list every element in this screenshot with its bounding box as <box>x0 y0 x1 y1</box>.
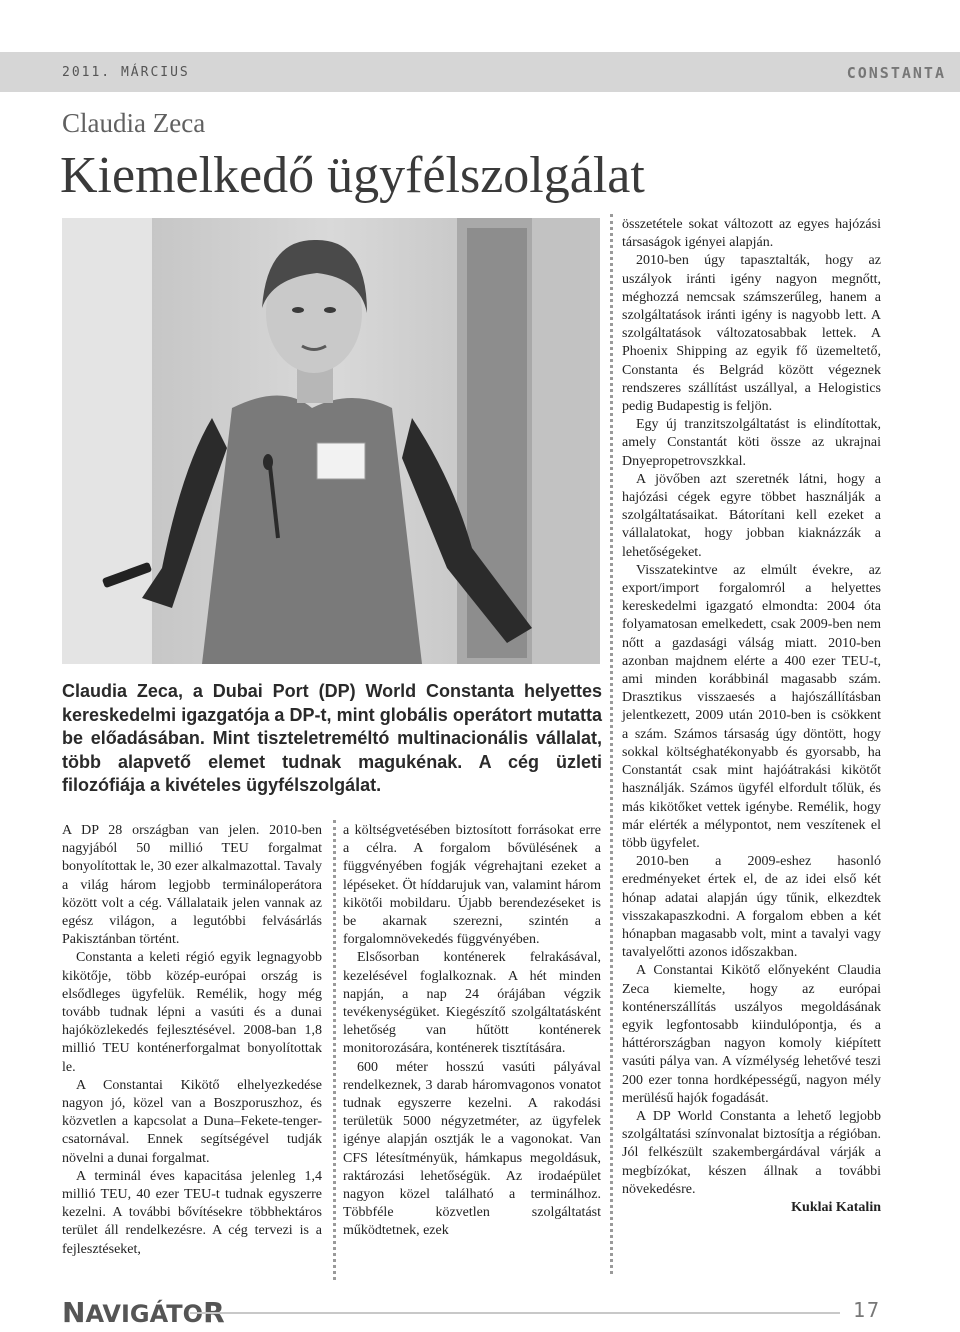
text-column-2 <box>343 822 601 1241</box>
issue-date: 2011. MÁRCIUS <box>62 65 190 80</box>
column-divider <box>610 214 613 1274</box>
header-bar <box>0 52 960 92</box>
speaker-illustration <box>62 218 600 664</box>
column-divider <box>333 820 336 1280</box>
footer-rule <box>190 1312 840 1314</box>
paragraph: A DP World Constanta a lehető legjobb szolgáltatási színvonalat biztosítja a régióban. Jól felkészült szakembergárdával várják a megbízókat, készen állnak a további növekedésre. <box>622 1108 881 1197</box>
section-brand: CONSTANTA <box>846 64 946 82</box>
paragraph: A jövőben azt szeretnék látni, hogy a hajózási cégek egyre többet használják a szolgáltatásaikat. Bátorítani kell ezeket a vállalatokat, hogy jobban kiaknázzák a lehetőségeket. <box>622 471 881 560</box>
article-author: Claudia Zeca <box>62 108 206 138</box>
paragraph: A Constantai Kikötő elhelyezkedése nagyon jó, közel van a Boszporuszhoz, és közvetlen a kapcsolat a Duna–Fekete-tenger-csatornával. Ennek segítségével tudják növelni a dunai forgalmat. <box>62 1077 322 1166</box>
paragraph: Elsősorban konténerek felrakásával, kezelésével foglalkoznak. A hét minden napján, a nap 24 órájában végzik tevékenységüket. Kiegészítő szolgáltatásként lehetőség van hűtött konténerek monitorozására, konténerek tisztítására. <box>343 950 601 1057</box>
article-signature: Kuklai Katalin <box>791 1199 881 1215</box>
paragraph: Visszatekintve az elmúlt évekre, az export/import forgalomról a helyettes kereskedelmi igazgató elmondta: 2004 óta folyamatosan emelkedett, csak 2009-ben nem nőtt a gazdasági válság miatt. 2010-ben azonban majdnem elérte a 400 ezer TEU-t, ami minden korábbinál magasabb szám. Drasztikus visszaesés a hajószállításban jelentkezett, 2009 után 2010-ben is csökkent a szám. Számos társaság úgy döntött, hogy sokkal költséghatékonyabb és gyorsabb, ha Constantát csak mint hajóátrakási kikötőt használják. Számos ügyfél elfordult tőlük, és más kikötőket vettek igénybe. Remélik, hogy már elérték a mélypontot, nem veszítenek el több ügyfelet. <box>622 562 881 851</box>
paragraph: A terminál éves kapacitása jelenleg 1,4 millió TEU, 40 ezer TEU-t tudnak egyszerre kezelni. A további bővítésekre többhektáros terület áll rendelkezésre. A cég tervezi is a fejlesztéseket, <box>62 1168 322 1257</box>
paragraph: a költségvetésében biztosított forrásokat erre a célra. A forgalom bővülésének a függvényében fogják végrehajtani ezeket a lépéseket. Öt híddarujuk van, valamint három kikötői mobildaru. Újabb berendezéseket is be akarnak szerezni, szintén a forgalomnövekedés függvényében. <box>343 823 601 948</box>
speaker-photo <box>62 218 600 664</box>
article-lead: Claudia Zeca, a Dubai Port (DP) World Constanta helyettes kereskedelmi igazgatója a DP-t, mint globális operátort mutatta be előadásában. Mint tiszteletreméltó multinacionális vállalat, több alapvető elemet tudnak magukénak. A cég üzleti filozófiája a kivételes ügyfélszolgálat. <box>62 681 602 796</box>
text-column-3 <box>622 216 881 1217</box>
paragraph: A Constantai Kikötő előnyeként Claudia Zeca kiemelte, hogy az európai konténerszállítás uszályos megoldásának egyik legfontosabb kiindulópontja, és a háttérországban nagyon komoly kiépített vasúti pálya van. A vízmélység lehetővé teszi 200 ezer tonna hordképességű, nagyon mély merülésű hajók fogadását. <box>622 963 881 1106</box>
paragraph: Constanta a keleti régió egyik legnagyobb kikötője, több közép-európai ország is elsődleges ügyfelük. Remélik, hogy még tovább tudnak lépni a vasúti és a dunai hajóközlekedés fejlesztésével. 2008-ban 1,8 millió TEU konténerforgalmat bonyolítottak le. <box>62 950 322 1075</box>
paragraph: A DP 28 országban van jelen. 2010-ben nagyjából 50 millió TEU forgalmat bonyolítottak le, 30 ezer alkalmazottal. Tavaly a világ három legjobb termináloperátora között volt a cég. Vállalataik jelen vannak az egész világon, a legutóbbi felvásárlás Pakisztánban történt. <box>62 823 322 948</box>
page-number: 17 <box>853 1298 882 1322</box>
paragraph: 2010-ben a 2009-eshez hasonló eredményeket értek el, de az idei első két hónap adatai alapján úgy tűnik, elkezdtek visszakapaszkodni. A forgalom ebben a két hónapban magasabb volt, mint a tavalyi vagy tavalyelőtti azonos időszakban. <box>622 854 881 961</box>
paragraph: összetétele sokat változott az egyes hajózási társaságok igényei alapján. <box>622 217 881 251</box>
article-title: Kiemelkedő ügyfélszolgálat <box>60 147 645 204</box>
text-column-1 <box>62 822 322 1259</box>
paragraph: 600 méter hosszú vasúti pályával rendelkeznek, 3 darab háromvagonos vonatot tudnak egyszerre kezelni. A rakodási területük 5000 négyzetméter, az ügyfelek igénye alapján osztják le a vagonokat. Van CFS létesítményük, hámkapus megoldásuk, raktározási lehetőségük. Az irodaépület nagyon közel található a terminálhoz. Többféle közvetlen szolgáltatást működtetnek, ezek <box>343 1059 601 1239</box>
paragraph: 2010-ben úgy tapasztalták, hogy az uszályok iránti igény nagyon megnőtt, méghozzá nemcsak számszerűleg, hanem a szolgáltatások iránti igény is nagyobb lett. A szolgáltatások változatosabbak lettek. A Phoenix Shipping az egyik fő üzemeltető, Constanta és Belgrád között végeznek rendszeres szállítást uszállyal, a Helogistics pedig Budapestig is feljön. <box>622 253 881 415</box>
magazine-logo: NAVIGÁTOR <box>62 1296 225 1329</box>
paragraph: Egy új tranzitszolgáltatást is elindítottak, amely Constantát köti össze az ukrajnai Dnyepropetrovszkkal. <box>622 417 881 469</box>
